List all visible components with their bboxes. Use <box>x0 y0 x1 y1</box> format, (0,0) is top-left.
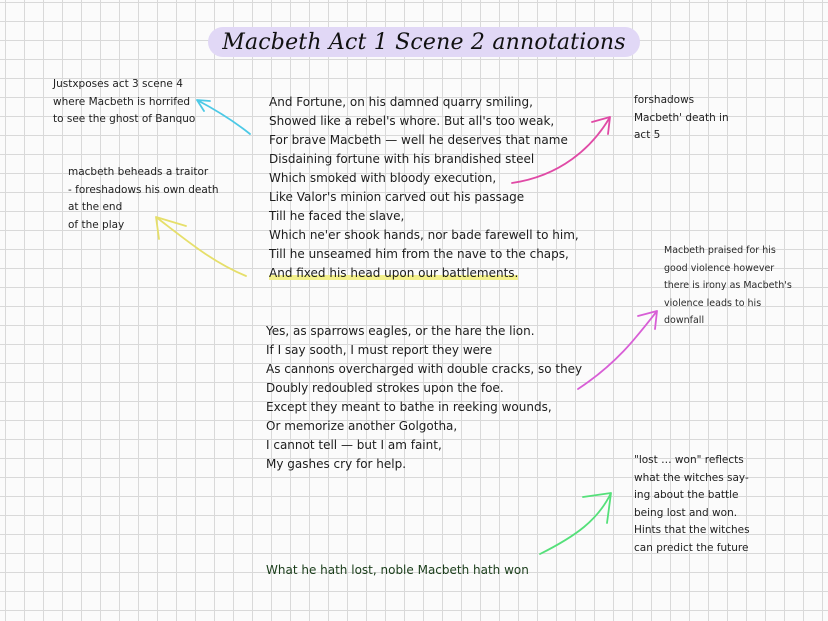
stanza-line: Doubly redoubled strokes upon the foe. <box>266 381 504 395</box>
page-title: Macbeth Act 1 Scene 2 annotations <box>222 29 626 55</box>
stanza-line: Which smoked with bloody execution, <box>269 171 497 185</box>
note-line: violence leads to his <box>664 297 762 309</box>
stanza-line: Like Valor's minion carved out his passage <box>269 190 525 204</box>
note-juxtaposes <box>53 76 195 129</box>
note-praised <box>664 242 792 330</box>
highlighted-line: And fixed his head upon our battlements. <box>269 266 519 280</box>
final-quote: What he hath lost, noble Macbeth hath won <box>266 563 529 577</box>
stanza-line: If I say sooth, I must report they were <box>266 343 493 357</box>
note-line: at the end <box>68 201 123 213</box>
note-line: downfall <box>664 315 705 326</box>
stanza-2 <box>266 322 582 474</box>
stanza-line: I cannot tell — but I am faint, <box>266 438 442 452</box>
note-line: macbeth beheads a traitor <box>68 166 209 178</box>
note-line: where Macbeth is horrifed <box>53 95 191 108</box>
note-beheads <box>68 164 219 234</box>
stanza-line: Till he unseamed him from the nave to the chaps, <box>269 247 569 261</box>
stanza-line: As cannons overcharged with double cracks, so they <box>266 362 583 376</box>
note-line: there is irony as Macbeth's <box>664 280 792 291</box>
note-line: to see the ghost of Banquo <box>53 113 196 125</box>
note-line: forshadows <box>634 94 695 106</box>
note-line: being lost and won. <box>634 506 738 519</box>
note-forshadows <box>634 92 729 145</box>
stanza-line: Showed like a rebel's whore. But all's too weak, <box>269 114 555 128</box>
note-line: can predict the future <box>634 541 749 554</box>
magenta-arrow-icon <box>578 311 657 389</box>
note-line: Macbeth praised for his <box>664 245 776 256</box>
stanza-1 <box>269 93 579 283</box>
cyan-arrow-icon <box>197 100 250 134</box>
stanza-line: For brave Macbeth — well he deserves that name <box>269 133 568 147</box>
stanza-line: My gashes cry for help. <box>266 457 407 471</box>
note-line: Macbeth' death in <box>634 111 729 124</box>
note-line: of the play <box>68 218 125 231</box>
note-line: what the witches say- <box>634 471 749 484</box>
note-line: act 5 <box>634 129 661 141</box>
stanza-line: Yes, as sparrows eagles, or the hare the lion. <box>266 324 535 338</box>
note-line: "lost … won" reflects <box>634 454 744 466</box>
green-arrow-icon <box>540 493 611 554</box>
stanza-line: Or memorize another Golgotha, <box>266 419 458 433</box>
stanza-line: Except they meant to bathe in reeking wounds, <box>266 400 552 414</box>
stanza-line: Till he faced the slave, <box>269 209 405 223</box>
note-line: Hints that the witches <box>634 524 750 536</box>
note-line: good violence however <box>664 262 775 274</box>
highlighted-line-wrap <box>269 264 579 283</box>
note-lost-won <box>634 452 750 557</box>
note-line: - foreshadows his own death <box>68 183 219 196</box>
stanza-line: And Fortune, on his damned quarry smiling, <box>269 95 533 109</box>
stanza-line: Disdaining fortune with his brandished steel <box>269 152 535 166</box>
note-line: Justxposes act 3 scene 4 <box>53 78 183 90</box>
stanza-line: Which ne'er shook hands, nor bade farewell to him, <box>269 228 579 242</box>
note-line: ing about the battle <box>634 489 739 501</box>
